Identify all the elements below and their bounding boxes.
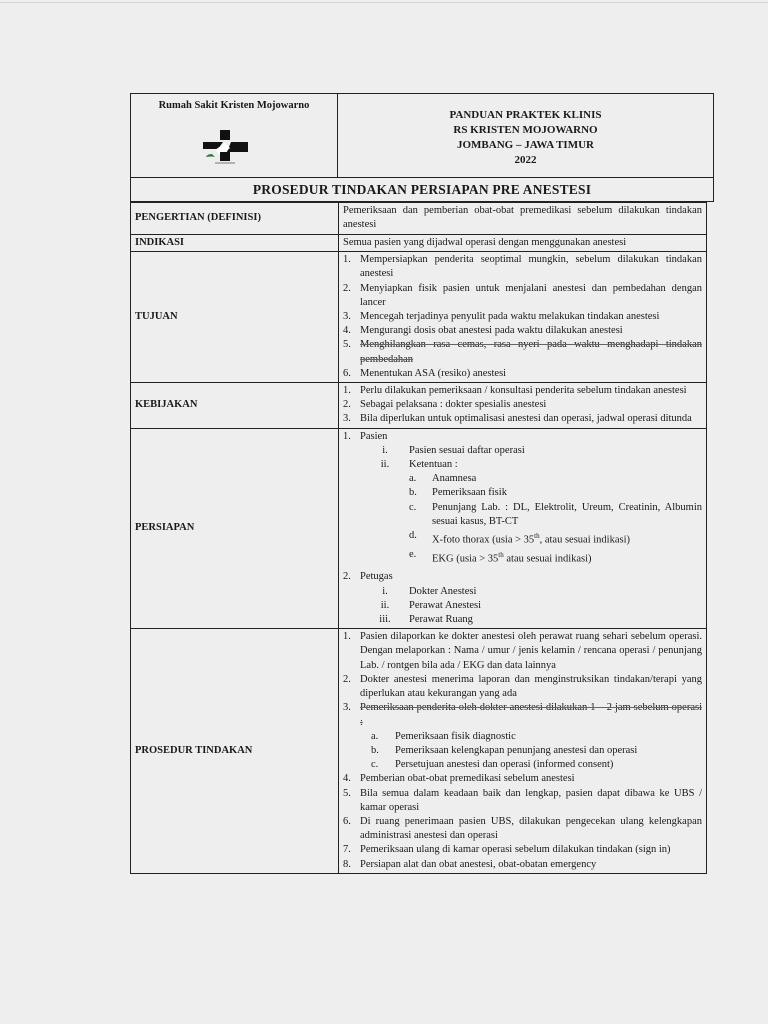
row-persiapan [131,428,707,629]
clinical-guideline-document [130,93,714,874]
list-item: 4. Pemberian obat-obat premedikasi sebelum anestesi [343,773,575,785]
row-pengertian [131,203,707,235]
ketentuan-item: a. Anamnesa [409,473,477,485]
list-item: 4. Mengurangi dosis obat anestesi pada waktu dilakukan anestesi [343,325,623,337]
list-item: 1. Mempersiapkan penderita seoptimal mungkin, sebelum dilakukan tindakan anestesi [343,254,702,280]
label-tujuan: TUJUAN [131,252,339,383]
kebijakan-content [339,383,707,429]
label-indikasi: INDIKASI [131,235,339,252]
header-line-3: JOMBANG – JAWA TIMUR [456,139,594,151]
sub-item: iii. Perawat Ruang [379,614,473,626]
hospital-logo-icon [201,130,251,166]
label-persiapan: PERSIAPAN [131,428,339,629]
list-item: 3. Pemeriksaan penderita oleh dokter anestesi dilakukan 1 – 2 jam sebelum operasi : [343,702,702,728]
list-item: 3. Bila diperlukan untuk optimalisasi anestesi dan operasi, jadwal operasi ditunda [343,413,692,425]
list-item: 1. Perlu dilakukan pemeriksaan / konsultasi penderita sebelum tindakan anestesi [343,385,687,397]
header-line-2: RS KRISTEN MOJOWARNO [453,124,598,136]
row-tujuan [131,252,707,383]
label-pengertian: PENGERTIAN (DEFINISI) [131,203,339,235]
procedure-table [130,202,707,874]
header-hospital-cell [131,94,338,177]
list-item-petugas: 2. Petugas [343,571,393,583]
scan-edge-top [0,2,768,3]
list-item: 6. Di ruang penerimaan pasien UBS, dilakukan pengecekan ulang kelengkapan administrasi anestesi dan operasi [343,815,702,842]
list-item: 2. Dokter anestesi menerima laporan dan menginstruksikan tindakan/terapi yang diperlukan atau kekurangan yang ada [343,673,702,700]
list-item: 5. Bila semua dalam keadaan baik dan lengkap, pasien dapat dibawa ke UBS / kamar operasi [343,787,702,813]
ketentuan-item: b. Pemeriksaan fisik [409,487,507,499]
sub-item: i. Dokter Anestesi [382,585,477,597]
list-item-pasien: 1. Pasien [343,430,388,442]
list-item: 2. Sebagai pelaksana : dokter spesialis anestesi [343,399,547,411]
list-item: 1. Pasien dilaporkan ke dokter anestesi oleh perawat ruang sehari sebelum operasi. Dengan melaporkan : Nama / umur / jenis kelamin / rencana operasi / penunjang Lab. / rontgen bila ada / EKG dan data lainnya [343,631,702,671]
ketentuan-item: c. Penunjang Lab. : DL, Elektrolit, Ureum, Creatinin, Albumin sesuai kasus, BT-CT [409,501,702,527]
text-indikasi: Semua pasien yang dijadwal operasi dengan menggunakan anestesi [339,235,707,252]
label-kebijakan: KEBIJAKAN [131,383,339,429]
step3-item: b. Pemeriksaan kelengkapan penunjang anestesi dan operasi [371,744,638,756]
header-line-1: PANDUAN PRAKTEK KLINIS [449,109,602,121]
sub-item: ii. Ketentuan : [380,459,458,471]
tujuan-content [339,252,707,383]
list-item: 7. Pemeriksaan ulang di kamar operasi sebelum dilakukan tindakan (sign in) [343,844,671,856]
header-year: 2022 [514,154,537,166]
text-pengertian: Pemeriksaan dan pemberian obat-obat premedikasi sebelum dilakukan tindakan anestesi [339,203,707,235]
list-item: 6. Menentukan ASA (resiko) anestesi [343,367,507,379]
ketentuan-item: d. X-foto thorax (usia > 35th, atau sesuai indikasi) [409,530,631,546]
label-prosedur: PROSEDUR TINDAKAN [131,629,339,873]
list-item: 2. Menyiapkan fisik pasien untuk menjalani anestesi dan pembedahan dengan lancer [343,282,702,308]
sub-item: ii. Perawat Anestesi [380,599,482,611]
row-indikasi [131,235,707,252]
ketentuan-item: e. EKG (usia > 35th atau sesuai indikasi) [409,548,592,565]
document-header [130,93,714,178]
step3-item: c. Persetujuan anestesi dan operasi (informed consent) [371,759,614,771]
list-item: 5. Menghilangkan rasa cemas, rasa nyeri pada waktu menghadapi tindakan pembedahan [343,339,702,365]
list-item: 3. Mencegah terjadinya penyulit pada waktu melakukan tindakan anestesi [343,311,660,323]
prosedur-content [339,629,707,873]
hospital-name: Rumah Sakit Kristen Mojowarno [158,100,310,111]
document-title: PROSEDUR TINDAKAN PERSIAPAN PRE ANESTESI [130,178,714,202]
row-kebijakan [131,383,707,429]
step3-item: a. Pemeriksaan fisik diagnostic [371,730,516,742]
persiapan-content [339,428,707,629]
header-guideline-info [338,108,713,168]
sub-item: i. Pasien sesuai daftar operasi [382,444,525,456]
list-item: 8. Persiapan alat dan obat anestesi, obat-obatan emergency [343,858,597,870]
row-prosedur [131,629,707,873]
